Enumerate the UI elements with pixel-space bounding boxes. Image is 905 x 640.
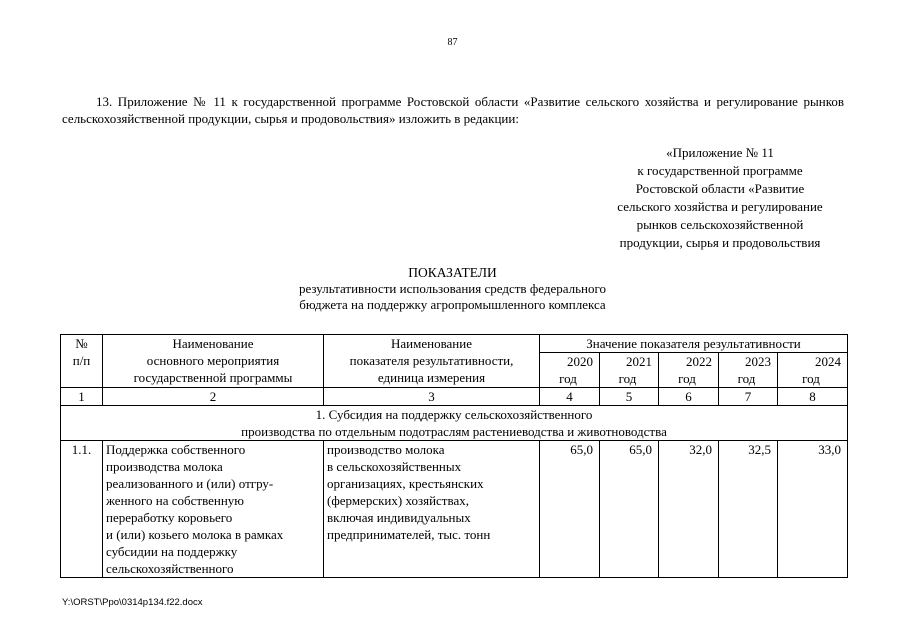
header-value-group: Значение показателя результативности	[540, 335, 848, 353]
appendix-line: Ростовской области «Развитие	[635, 181, 805, 196]
column-number: 2	[103, 388, 324, 406]
section-row	[61, 406, 848, 441]
appendix-line: к государственной программе	[637, 163, 803, 178]
appendix-header	[560, 144, 880, 252]
amendment-paragraph: 13. Приложение № 11 к государственной программе Ростовской области «Развитие сельского хозяйства и регулирование рынков сельскохозяйственной продукции, сырья и продовольствия» изложить в редакции:	[62, 94, 844, 126]
section-title: 1. Субсидия на поддержку сельскохозяйственного производства по отдельным подотраслям растениеводства и животноводства	[61, 406, 848, 441]
header-event: Наименование основного мероприятия государственной программы	[103, 335, 324, 388]
row-indicator: производство молока в сельскохозяйственных организациях, крестьянских (фермерских) хозяйствах, включая индивидуальных предпринимателей, тыс. тонн	[324, 441, 540, 578]
file-path-footer: Y:\ORST\Ppo\0314p134.f22.docx	[62, 597, 203, 608]
column-number: 6	[659, 388, 719, 406]
table-row	[61, 441, 848, 578]
row-event: Поддержка собственного производства молока реализованного и (или) отгру- женного на собственную переработку коровьего и (или) козьего молока в рамках субсидии на поддержку сельскохозяйственного	[103, 441, 324, 578]
column-number: 4	[540, 388, 600, 406]
value-2020: 65,0	[540, 441, 600, 578]
column-number: 5	[600, 388, 659, 406]
column-number: 7	[719, 388, 778, 406]
column-number: 3	[324, 388, 540, 406]
header-year: 2024 год	[778, 353, 848, 388]
row-number: 1.1.	[61, 441, 103, 578]
column-number-row	[61, 388, 848, 406]
value-2024: 33,0	[778, 441, 848, 578]
value-2022: 32,0	[659, 441, 719, 578]
appendix-line: сельского хозяйства и регулирование	[617, 199, 823, 214]
document-title	[0, 265, 905, 313]
header-year: 2020 год	[540, 353, 600, 388]
value-2021: 65,0	[600, 441, 659, 578]
value-2023: 32,5	[719, 441, 778, 578]
page-number: 87	[447, 37, 458, 48]
appendix-line: продукции, сырья и продовольствия	[619, 235, 821, 250]
header-year: 2021 год	[600, 353, 659, 388]
title-line-1: результативности использования средств федерального	[299, 281, 606, 296]
title-heading: ПОКАЗАТЕЛИ	[408, 265, 497, 280]
appendix-line: «Приложение № 11	[666, 145, 774, 160]
header-year: 2023 год	[719, 353, 778, 388]
header-num: № п/п	[61, 335, 103, 388]
title-line-2: бюджета на поддержку агропромышленного комплекса	[299, 297, 606, 312]
header-year: 2022 год	[659, 353, 719, 388]
indicators-table	[60, 334, 848, 578]
column-number: 8	[778, 388, 848, 406]
column-number: 1	[61, 388, 103, 406]
header-indicator: Наименование показателя результативности, единица измерения	[324, 335, 540, 388]
appendix-line: рынков сельскохозяйственной	[636, 217, 804, 232]
